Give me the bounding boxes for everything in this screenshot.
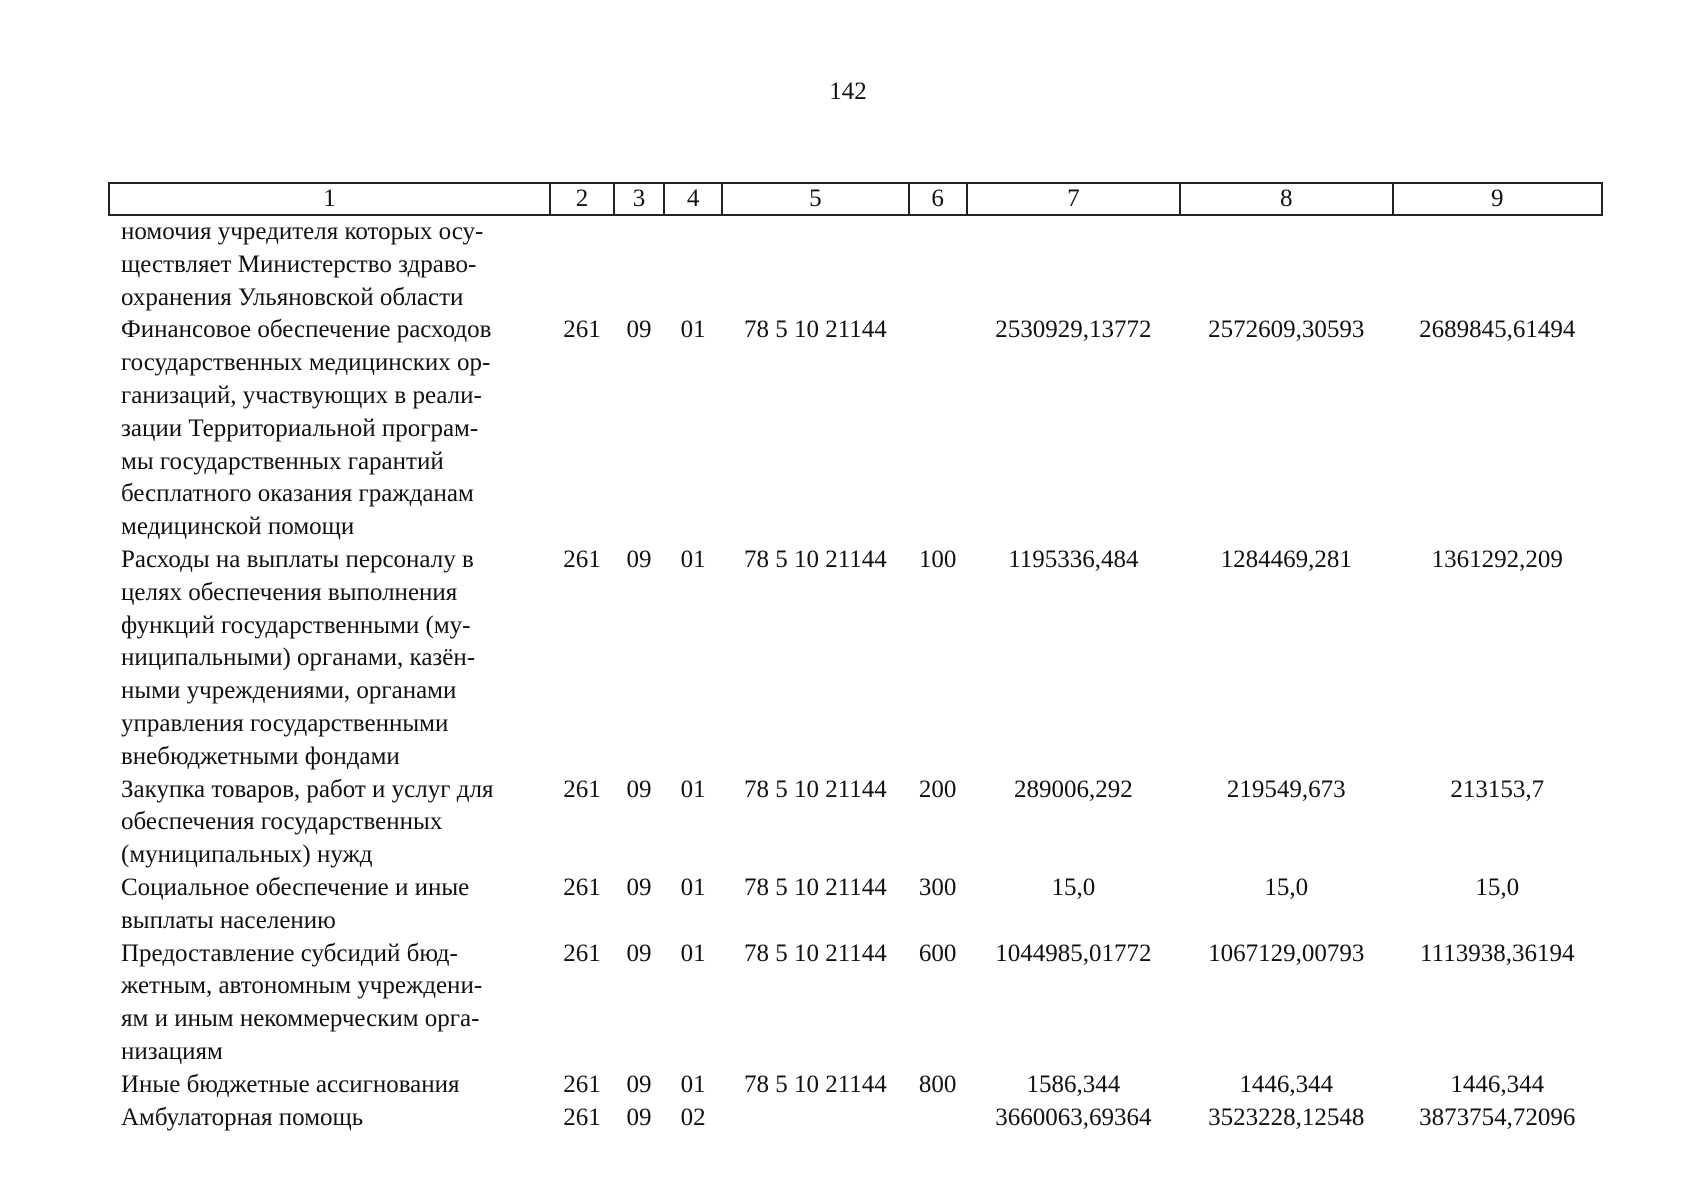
row-subsection: 01	[680, 316, 706, 344]
row-value-col8: 1284469,281	[1220, 545, 1352, 573]
row-value-col8: 219549,673	[1226, 775, 1346, 803]
row-section: 09	[626, 1070, 652, 1098]
row-description: номочия учредителя которых осу- ществляет Министерство здраво- охранения Ульяновской области	[121, 218, 484, 311]
table-row	[109, 938, 1602, 1069]
row-expense-type: 100	[918, 545, 957, 573]
row-value-col7: 1586,344	[1026, 1070, 1121, 1098]
row-grbs: 261	[563, 939, 601, 967]
row-expense-type: 600	[918, 939, 957, 967]
row-grbs: 261	[563, 545, 601, 573]
row-expense-type	[909, 314, 967, 544]
row-value-col7: 2530929,13772	[995, 316, 1152, 344]
row-grbs: 261	[563, 873, 601, 901]
table-row	[109, 544, 1602, 774]
row-grbs: 261	[563, 1103, 601, 1131]
row-target-article	[722, 215, 908, 314]
row-value-col7: 3660063,69364	[995, 1103, 1152, 1131]
row-description: Предоставление субсидий бюд- жетным, автономным учреждени- ям и иным некоммерческим орга- низациям	[121, 939, 483, 1065]
page-number: 142	[829, 78, 867, 105]
row-subsection: 01	[680, 939, 706, 967]
row-section: 09	[626, 545, 652, 573]
budget-table	[108, 182, 1603, 1134]
header-col-9: 9	[1393, 183, 1602, 215]
row-description: Амбулаторная помощь	[121, 1103, 364, 1131]
row-value-col8: 1067129,00793	[1208, 939, 1365, 967]
row-value-col8: 15,0	[1264, 873, 1309, 901]
header-col-1: 1	[109, 183, 550, 215]
row-value-col9: 1446,344	[1450, 1070, 1545, 1098]
row-value-col9	[1393, 215, 1602, 314]
header-row	[109, 183, 1602, 215]
table-row	[109, 1069, 1602, 1102]
row-section: 09	[626, 873, 652, 901]
row-subsection: 02	[680, 1103, 706, 1131]
header-col-7: 7	[967, 183, 1180, 215]
row-section	[614, 215, 664, 314]
row-description: Иные бюджетные ассигнования	[121, 1070, 460, 1098]
row-target-article: 78 5 10 21144	[743, 545, 887, 573]
row-grbs: 261	[563, 1070, 601, 1098]
row-subsection: 01	[680, 545, 706, 573]
header-col-4: 4	[664, 183, 722, 215]
row-value-col7	[967, 215, 1180, 314]
header-col-2: 2	[550, 183, 614, 215]
row-value-col9: 2689845,61494	[1419, 316, 1576, 344]
row-expense-type	[909, 1102, 967, 1135]
row-target-article: 78 5 10 21144	[743, 1070, 887, 1098]
row-grbs	[550, 215, 614, 314]
row-value-col9: 15,0	[1475, 873, 1520, 901]
row-grbs: 261	[563, 775, 601, 803]
row-value-col7: 1044985,01772	[995, 939, 1152, 967]
row-description: Социальное обеспечение и иные выплаты населению	[121, 873, 470, 934]
header-col-8: 8	[1180, 183, 1392, 215]
row-value-col7: 15,0	[1051, 873, 1096, 901]
row-section: 09	[626, 775, 652, 803]
row-subsection: 01	[680, 873, 706, 901]
row-expense-type: 800	[918, 1070, 957, 1098]
table-header	[109, 183, 1602, 215]
header-col-3: 3	[614, 183, 664, 215]
row-value-col8	[1180, 215, 1392, 314]
table-row	[109, 774, 1602, 872]
row-value-col9: 1361292,209	[1431, 545, 1563, 573]
row-description: Расходы на выплаты персоналу в целях обеспечения выполнения функций государственными (му- ниципальными) органами, казён- ными учреждениями, органами управления государственными внебюджетными фондами	[121, 545, 476, 770]
row-subsection: 01	[680, 1070, 706, 1098]
row-section: 09	[626, 316, 652, 344]
row-expense-type: 300	[918, 873, 957, 901]
header-col-5: 5	[722, 183, 908, 215]
row-description: Финансовое обеспечение расходов государственных медицинских ор- ганизаций, участвующих в реали- зации Территориальной програм- мы государственных гарантий бесплатного оказания гражданам медицинской помощи	[121, 316, 492, 541]
row-value-col7: 289006,292	[1014, 775, 1133, 803]
row-value-col8: 2572609,30593	[1208, 316, 1365, 344]
row-value-col9: 213153,7	[1450, 775, 1545, 803]
row-target-article	[722, 1102, 908, 1135]
row-value-col9: 3873754,72096	[1419, 1103, 1576, 1131]
row-expense-type: 200	[918, 775, 957, 803]
row-grbs: 261	[563, 316, 601, 344]
row-section: 09	[626, 1103, 652, 1131]
table-row	[109, 1102, 1602, 1135]
row-value-col8: 3523228,12548	[1208, 1103, 1365, 1131]
row-subsection: 01	[680, 775, 706, 803]
table-body	[109, 215, 1602, 1134]
row-section: 09	[626, 939, 652, 967]
header-col-6: 6	[909, 183, 967, 215]
row-expense-type	[909, 215, 967, 314]
table-row	[109, 215, 1602, 314]
row-target-article: 78 5 10 21144	[743, 939, 887, 967]
row-value-col9: 1113938,36194	[1420, 939, 1575, 967]
row-value-col8: 1446,344	[1239, 1070, 1334, 1098]
table-row	[109, 872, 1602, 938]
row-subsection	[664, 215, 722, 314]
row-target-article: 78 5 10 21144	[743, 316, 887, 344]
row-target-article: 78 5 10 21144	[743, 775, 887, 803]
row-target-article: 78 5 10 21144	[743, 873, 887, 901]
table-row	[109, 314, 1602, 544]
row-description: Закупка товаров, работ и услуг для обеспечения государственных (муниципальных) нужд	[121, 775, 494, 869]
row-value-col7: 1195336,484	[1008, 545, 1139, 573]
